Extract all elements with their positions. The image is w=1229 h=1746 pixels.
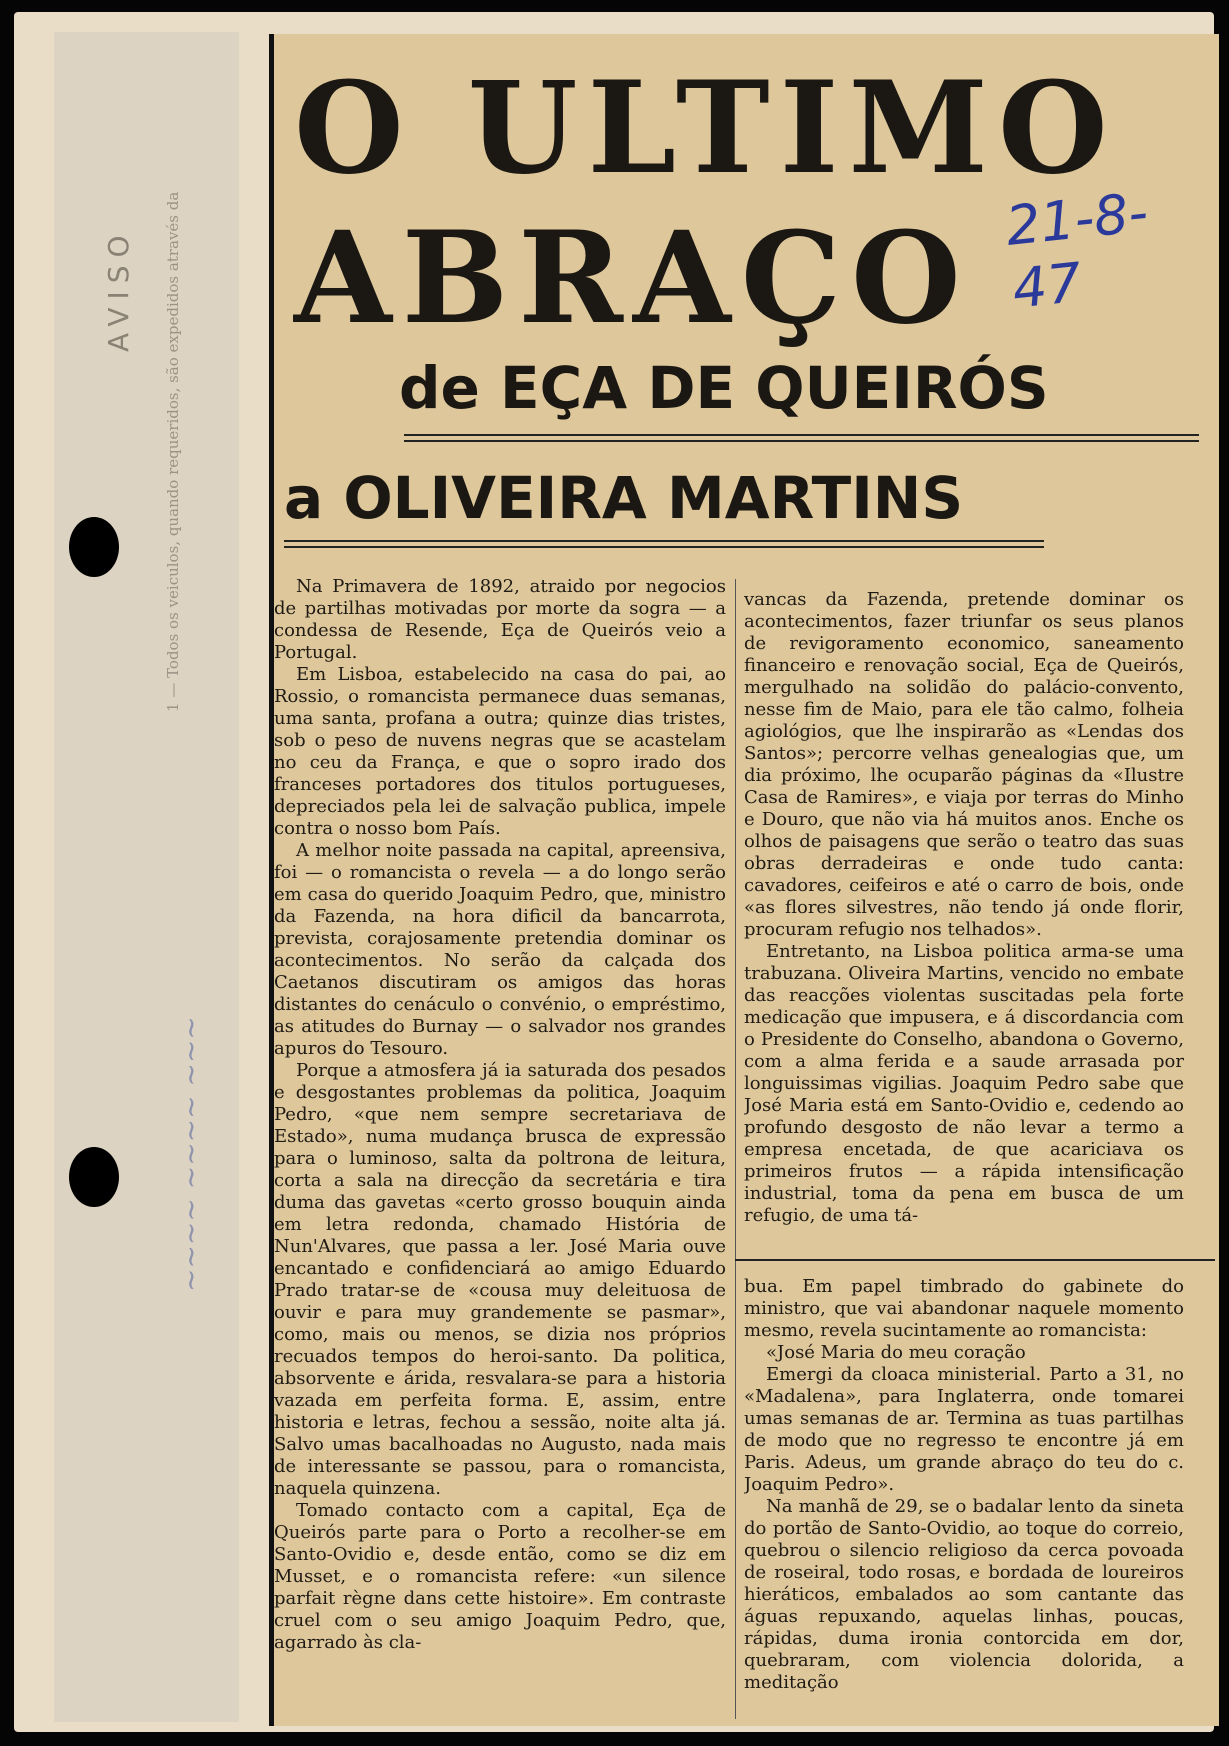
paragraph: Na manhã de 29, se o badalar lento da sineta do portão de Santo-Ovidio, ao toque do correio, quebrou o silencio religioso da cerca povoada de roseiral, todo rosas, e bordada de loureiros hieráticos, embalados ao som cantante das águas repuxando, aquelas linhas, poucas, rápidas, duma ironia contorcida em dor, quebraram, com violencia dolorida, a meditação	[744, 1496, 1184, 1693]
subtitle-line-1: de EÇA DE QUEIRÓS	[399, 354, 1049, 422]
paragraph: Em Lisboa, estabelecido na casa do pai, ao Rossio, o romancista permanece duas semanas, uma santa, profana a outra; quinze dias tristes, sob o peso de nuvens negras que se acastelam no ceu da França, e que o sopro irado dos franceses portadores dos titulos portugueses, depreciados pela lei de salvação publica, impele contra o nosso bom País.	[274, 664, 726, 839]
punch-hole-bottom	[69, 1147, 119, 1207]
article-column-left	[274, 576, 726, 1716]
paragraph: bua. Em papel timbrado do gabinete do ministro, que vai abandonar naquele momento mesmo, revela sucintamente ao romancista:	[744, 1276, 1184, 1341]
article-column-right-top	[744, 589, 1184, 1239]
paragraph: vancas da Fazenda, pretende dominar os acontecimentos, fazer triunfar os seus planos de revigoramento economico, saneamento financeiro e renovação social, Eça de Queirós, mergulhado na solidão do palácio-convento, nesse fim de Maio, para ele tão calmo, folheia agiológios, que lhe inspirarão as «Lendas dos Santos»; percorre velhas genealogias que, um dia próximo, lhe ocuparão páginas da «Ilustre Casa de Ramires», e viaja por terras do Minho e Douro, que não via há muitos anos. Enche os olhos de paisagens que serão o teatro das suas obras derradeiras e onde tudo canta: cavadores, ceifeiros e até o carro de bois, onde «as flores silvestres, não tendo já onde florir, procuram refugio nos telhados».	[744, 589, 1184, 940]
paragraph: «José Maria do meu coração	[766, 1342, 1026, 1363]
handwritten-date: 21-8-47	[1002, 180, 1151, 321]
headline-line-1: O ULTIMO	[294, 54, 1118, 202]
column-divider	[735, 579, 736, 1719]
column-separator	[735, 1259, 1215, 1261]
paragraph: Entretanto, na Lisboa politica arma-se uma trabuzana. Oliveira Martins, vencido no embate das reacções violentas suscitadas pela forte medicação que impusera, e á discordancia com o Presidente do Conselho, abandona o Governo, com a alma ferida e a saude arrasada por longuissimas vigilias. Joaquim Pedro sabe que José Maria está em Santo-Ovidio e, cedendo ao profundo desgosto de não levar a termo a empresa encetada, de que acariciava os primeiros frutos — a rápida intensificação industrial, toma da pena em busca de um refugio, de uma tá-	[744, 941, 1184, 1226]
paragraph: A melhor noite passada na capital, apreensiva, foi — o romancista o revela — a do longo serão em casa do querido Joaquim Pedro, que, ministro da Fazenda, na hora dificil da bancarrota, prevista, corajosamente pretendia dominar os acontecimentos. No serão da calçada dos Caetanos discutiram os amigos das horas distantes do cenáculo o convénio, o empréstimo, as atitudes do Burnay — o salvador nos grandes apuros do Tesouro.	[274, 840, 726, 1059]
newspaper-clipping	[269, 34, 1219, 1726]
punch-hole-top	[69, 517, 119, 577]
subtitle-line-2: a OLIVEIRA MARTINS	[284, 464, 964, 532]
backing-notice-text: 1 — Todos os veiculos, quando requeridos, são expedidos através da	[164, 191, 182, 712]
backing-sheet	[54, 32, 239, 1722]
paragraph: Emergi da cloaca ministerial. Parto a 31, no «Madalena», para Inglaterra, onde tomarei umas semanas de ar. Termina as tuas partilhas de modo que no regresso te encontre já em Paris. Adeus, um grande abraço do teu do c. Joaquim Pedro».	[744, 1364, 1184, 1495]
scan-page	[14, 12, 1214, 1732]
article-column-right-bottom	[744, 1276, 1184, 1716]
paragraph: Na Primavera de 1892, atraido por negocios de partilhas motivadas por morte da sogra — a condessa de Resende, Eça de Queirós veio a Portugal.	[274, 576, 726, 663]
headline-line-2: ABRAÇO	[294, 204, 971, 352]
paragraph: Porque a atmosfera já ia saturada dos pesados e desgostantes problemas da politica, Joaquim Pedro, «que nem sempre secretariava de Estado», numa mudança brusca de expressão para o luminoso, salta da poltrona de leitura, corta a sala na direcção da secretária e tira duma das gavetas «certo grosso bouquin ainda em letra redonda, chamado História de Nun'Alvares, que passa a ler. José Maria ouve encantado e confidenciará ao amigo Eduardo Prado tratar-se de «cousa muy deleituosa de ouvir e para muy grandemente se pasmar», como, mais ou menos, se dizia nos próprios recuados tempos do heroi-santo. Da politica, absorvente e árida, resvalara-se para a historia vazada em perfeita forma. E, assim, entre historia e letras, fechou a sessão, noite alta já. Salvo umas bacalhoadas no Augusto, nada mais de interessante se passou, para o romancista, naquela quinzena.	[274, 1060, 726, 1499]
backing-handwriting: ~~~~ ~~~~ ~~~	[174, 1016, 207, 1292]
rule-2	[284, 540, 1044, 548]
aviso-label: AVISO	[102, 227, 135, 352]
rule-1	[404, 434, 1199, 442]
paragraph: Tomado contacto com a capital, Eça de Queirós parte para o Porto a recolher-se em Santo-Ovidio e, desde então, como se diz em Musset, e o romancista refere: «un silence parfait règne dans cette histoire». Em contraste cruel com o seu amigo Joaquim Pedro, que, agarrado às cla-	[274, 1500, 726, 1653]
